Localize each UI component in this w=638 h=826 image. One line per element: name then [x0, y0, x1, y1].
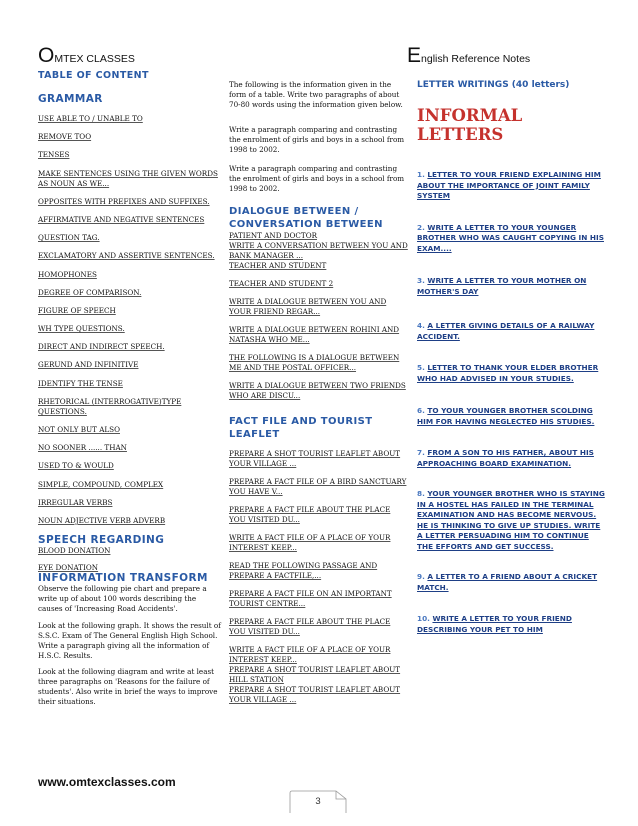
- letter-title[interactable]: LETTER TO YOUR FRIEND EXPLAINING HIM ABOUT THE IMPORTANCE OF JOINT FAMILY SYSTEM: [417, 170, 601, 200]
- grammar-item[interactable]: FIGURE OF SPEECH: [38, 305, 116, 315]
- grammar-item[interactable]: WH TYPE QUESTIONS.: [38, 324, 125, 334]
- letter-item[interactable]: [417, 363, 605, 384]
- info-item[interactable]: Write a paragraph comparing and contrasting the enrolment of girls and boys in a school from 1998 to 2002.: [229, 164, 405, 193]
- speech-item[interactable]: EYE DONATION: [38, 563, 99, 573]
- toc-column-right: [417, 80, 605, 635]
- toc-column-middle: [229, 80, 409, 705]
- grammar-item[interactable]: USE ABLE TO / UNABLE TO: [38, 114, 143, 123]
- letter-item[interactable]: [417, 321, 605, 342]
- grammar-item[interactable]: QUESTION TAG.: [38, 233, 100, 243]
- footer-website[interactable]: www.omtexclasses.com: [38, 775, 176, 789]
- fact-item[interactable]: PREPARE A SHOT TOURIST LEAFLET ABOUT YOUR VILLAGE ...: [229, 685, 401, 704]
- letter-item[interactable]: [417, 406, 605, 427]
- fact-item[interactable]: PREPARE A FACT FILE ABOUT THE PLACE YOU VISITED DU...: [229, 505, 391, 524]
- info-list-left: [38, 584, 222, 707]
- fact-item[interactable]: WRITE A FACT FILE OF A PLACE OF YOUR INTEREST KEEP...: [229, 645, 391, 664]
- header-brand-initial: O: [38, 44, 55, 67]
- info-item[interactable]: Write a paragraph comparing and contrasting the enrolment of girls and boys in a school from 1998 to 2002.: [229, 125, 405, 154]
- fact-item[interactable]: PREPARE A FACT FILE ABOUT THE PLACE YOU VISITED DU...: [229, 617, 391, 636]
- letter-number: 2.: [417, 222, 428, 232]
- dialogue-item[interactable]: WRITE A DIALOGUE BETWEEN ROHINI AND NATASHA WHO ME...: [229, 325, 400, 344]
- grammar-item[interactable]: DEGREE OF COMPARISON.: [38, 287, 142, 297]
- info-list-middle: [229, 80, 409, 194]
- grammar-item[interactable]: REMOVE TOO: [38, 132, 92, 142]
- page-number-box: [289, 790, 347, 814]
- letter-title[interactable]: YOUR YOUNGER BROTHER WHO IS STAYING IN A HOSTEL HAS FAILED IN THE TERMINAL EXAMINATION AND HAS BECOME NERVOUS. HE IS THINKING TO GIVE UP STUDIES. WRITE A LETTER PERSUADING HIM TO CONTINUE THE EFFORTS AND GET SUCCESS.: [417, 489, 605, 551]
- letter-title[interactable]: WRITE A LETTER TO YOUR FRIEND DESCRIBING YOUR PET TO HIM: [417, 614, 572, 634]
- fact-heading: FACT FILE AND TOURIST LEAFLET: [229, 416, 373, 440]
- dialogue-item[interactable]: TEACHER AND STUDENT 2: [229, 279, 334, 288]
- speech-list: [38, 546, 222, 573]
- dialogue-heading: DIALOGUE BETWEEN / CONVERSATION BETWEEN: [229, 206, 383, 230]
- fact-item[interactable]: PREPARE A SHOT TOURIST LEAFLET ABOUT YOUR VILLAGE ...: [229, 449, 401, 468]
- fact-item[interactable]: READ THE FOLLOWING PASSAGE AND PREPARE A FACTFILE,...: [229, 561, 378, 580]
- fact-item[interactable]: PREPARE A SHOT TOURIST LEAFLET ABOUT HILL STATION: [229, 665, 401, 684]
- dialogue-item[interactable]: PATIENT AND DOCTOR: [229, 231, 317, 240]
- toc-column-left: [38, 70, 222, 714]
- header-brand: [38, 44, 135, 68]
- letter-item[interactable]: [417, 223, 605, 255]
- fact-list: [229, 449, 409, 705]
- letter-number: 10.: [417, 614, 433, 623]
- letter-title[interactable]: A LETTER TO A FRIEND ABOUT A CRICKET MATCH.: [417, 572, 598, 592]
- letter-item[interactable]: [417, 489, 605, 552]
- dialogue-list: [229, 231, 409, 401]
- informal-letters-title: INFORMAL LETTERS: [417, 106, 523, 144]
- dialogue-item[interactable]: WRITE A DIALOGUE BETWEEN YOU AND YOUR FRIEND REGAR...: [229, 297, 387, 316]
- grammar-item[interactable]: HOMOPHONES: [38, 269, 97, 279]
- fact-item[interactable]: WRITE A FACT FILE OF A PLACE OF YOUR INTEREST KEEP...: [229, 533, 391, 552]
- header-subject-rest: nglish Reference Notes: [421, 53, 531, 65]
- letter-title[interactable]: LETTER TO THANK YOUR ELDER BROTHER WHO HAD ADVISED IN YOUR STUDIES.: [417, 363, 599, 383]
- header-subject: [407, 44, 530, 68]
- speech-heading: SPEECH REGARDING: [38, 534, 165, 547]
- page-number: 3: [315, 796, 321, 807]
- letter-number: 6.: [417, 406, 428, 415]
- grammar-item[interactable]: TENSES: [38, 150, 70, 160]
- letter-item[interactable]: [417, 448, 605, 469]
- letter-number: 1.: [417, 170, 428, 179]
- letter-list: [417, 170, 605, 635]
- info-item[interactable]: Observe the following pie chart and prepare a write up of about 100 words describing the causes of 'Increasing Road Accidents'.: [38, 584, 207, 614]
- info-heading: INFORMATION TRANSFORM: [38, 572, 208, 585]
- info-item[interactable]: The following is the information given in the form of a table. Write two paragraphs of about 70-80 words using the information given below.: [229, 80, 403, 109]
- letter-title[interactable]: A LETTER GIVING DETAILS OF A RAILWAY ACCIDENT.: [417, 321, 595, 341]
- letter-item[interactable]: [417, 170, 605, 202]
- grammar-item[interactable]: EXCLAMATORY AND ASSERTIVE SENTENCES.: [38, 251, 215, 261]
- grammar-item[interactable]: SIMPLE, COMPOUND, COMPLEX: [38, 479, 164, 489]
- letter-number: 8.: [417, 489, 428, 498]
- toc-title: TABLE OF CONTENT: [38, 70, 149, 81]
- letter-title[interactable]: WRITE A LETTER TO YOUR YOUNGER BROTHER WHO WAS CAUGHT COPYING IN HIS EXAM....: [417, 222, 604, 253]
- fact-item[interactable]: PREPARE A FACT FILE OF A BIRD SANCTUARY YOU HAVE V...: [229, 477, 407, 496]
- letter-title[interactable]: TO YOUR YOUNGER BROTHER SCOLDING HIM FOR HAVING NEGLECTED HIS STUDIES.: [417, 406, 595, 426]
- letter-number: 4.: [417, 321, 428, 330]
- letter-item[interactable]: [417, 614, 605, 635]
- grammar-item[interactable]: GERUND AND INFINITIVE: [38, 360, 139, 370]
- dialogue-item[interactable]: THE FOLLOWING IS A DIALOGUE BETWEEN ME AND THE POSTAL OFFICER...: [229, 353, 400, 372]
- letter-item[interactable]: [417, 276, 605, 297]
- grammar-item[interactable]: NOT ONLY BUT ALSO: [38, 425, 120, 434]
- grammar-item[interactable]: IRREGULAR VERBS: [38, 497, 113, 507]
- letter-section-title: LETTER WRITINGS (40 letters): [417, 80, 570, 90]
- letter-item[interactable]: [417, 572, 605, 593]
- letter-number: 7.: [417, 448, 428, 457]
- grammar-item[interactable]: MAKE SENTENCES USING THE GIVEN WORDS AS NOUN AS WE...: [38, 168, 218, 188]
- grammar-item[interactable]: USED TO & WOULD: [38, 461, 114, 471]
- header-subject-initial: E: [407, 44, 422, 67]
- grammar-item[interactable]: OPPOSITES WITH PREFIXES AND SUFFIXES.: [38, 196, 210, 206]
- grammar-item[interactable]: IDENTIFY THE TENSE: [38, 378, 123, 388]
- grammar-item[interactable]: RHETORICAL (INTERROGATIVE)TYPE QUESTIONS.: [38, 396, 182, 416]
- info-item[interactable]: Look at the following diagram and write at least three paragraphs on 'Reasons for the failure of students'. Also write in brief the ways to improve their situations.: [38, 667, 218, 707]
- letter-number: 5.: [417, 363, 428, 372]
- letter-number: 3.: [417, 276, 428, 285]
- letter-title[interactable]: WRITE A LETTER TO YOUR MOTHER ON MOTHER'S DAY: [417, 276, 587, 296]
- grammar-item[interactable]: NOUN ADJECTIVE VERB ADVERB: [38, 515, 166, 525]
- header-brand-rest: MTEX CLASSES: [54, 53, 135, 65]
- dialogue-item[interactable]: TEACHER AND STUDENT: [229, 261, 327, 270]
- letter-title[interactable]: FROM A SON TO HIS FATHER, ABOUT HIS APPROACHING BOARD EXAMINATION.: [417, 448, 594, 468]
- grammar-heading: GRAMMAR: [38, 93, 103, 105]
- grammar-list: [38, 114, 222, 526]
- grammar-item[interactable]: AFFIRMATIVE AND NEGATIVE SENTENCES: [38, 214, 205, 224]
- grammar-item[interactable]: NO SOONER ...... THAN: [38, 443, 127, 453]
- letter-number: 9.: [417, 572, 428, 581]
- dialogue-item[interactable]: WRITE A DIALOGUE BETWEEN TWO FRIENDS WHO ARE DISCU...: [229, 381, 406, 400]
- dialogue-item[interactable]: WRITE A CONVERSATION BETWEEN YOU AND BANK MANAGER ...: [229, 241, 408, 260]
- fact-item[interactable]: PREPARE A FACT FILE ON AN IMPORTANT TOURIST CENTRE...: [229, 589, 392, 608]
- grammar-item[interactable]: DIRECT AND INDIRECT SPEECH.: [38, 342, 165, 352]
- info-item[interactable]: Look at the following graph. It shows the result of S.S.C. Exam of The General English High School. Write a paragraph giving all the information of H.S.C. Results.: [38, 620, 221, 660]
- speech-item[interactable]: BLOOD DONATION: [38, 546, 111, 556]
